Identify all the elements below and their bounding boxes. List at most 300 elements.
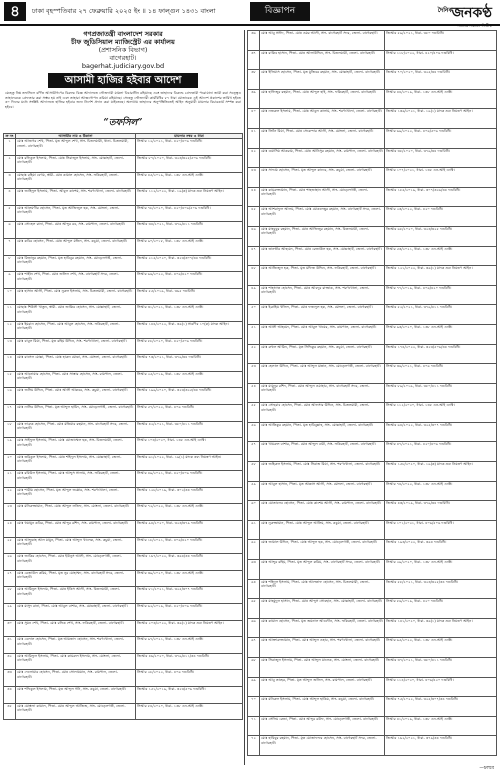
table-row [4, 172, 243, 189]
table-row [248, 226, 497, 246]
serial-cell: ৬৬ [248, 618, 260, 638]
case-cell: সিআর ৭৭/২০১৯, ধারা- ৪০৬/৪২০ দণ্ডবিধি। [385, 285, 497, 305]
case-cell: জিআর ২০৩/২০২২, ধারা- ৩৬(১) মাদক দ্রব্য নিয়ন্ত্রণ আইন। [136, 620, 243, 637]
table-row [248, 736, 497, 756]
case-cell: জিআর ৭০/২০২০, ধারা- ৩২৫/৩৪ দণ্ডবিধি। [385, 70, 497, 90]
table-row [248, 697, 497, 717]
table-row [248, 501, 497, 521]
case-cell: জিআর ৬১/২০২২, ধারা- ১৯(১) মাদক দ্রব্য নিয়ন্ত্রণ আইন। [136, 454, 243, 471]
serial-cell: ৩০ [4, 620, 16, 637]
table-row [4, 305, 243, 322]
case-cell: সিআর ৪৫/২০১৯, ধারা- ১৩৮ এন.আই এ্যাক্ট। [136, 172, 243, 189]
table-row [4, 371, 243, 388]
name-cell: মোঃ নাসির উদ্দিন, পিতা- মৃত আব্দুল হামিদ, সাং- মোড়েলগঞ্জ, জেলা- বাগেরহাট। [16, 404, 136, 421]
table-row [4, 438, 243, 455]
serial-cell: ১১ [4, 305, 16, 322]
logo-tagline: সত্যের সন্ধানে নির্ভীক [457, 23, 492, 28]
table-row [4, 338, 243, 355]
name-cell: মোঃ মাহবুবুর রহমান, পিতা- মোঃ আজিজুর রহমান, সাং- চিতলমারী, জেলা- বাগেরহাট। [260, 226, 385, 246]
case-cell: সিআর ৩৬/২০২১, ধারা- ৪০৬ দণ্ডবিধি। [385, 364, 497, 384]
table-row [248, 246, 497, 266]
name-cell: মোঃ নুরুজ্জামান, পিতা- মোঃ আব্দুল আলিম, সাং- কচুয়া, জেলা- বাগেরহাট। [260, 520, 385, 540]
name-cell: মোঃ জহিরুল ইসলাম, পিতা- মোঃ সিরাজ মিয়া, সাং- শরণখোলা, জেলা- বাগেরহাট। [260, 462, 385, 482]
case-cell: সিআর ২৯/২০২০, ধারা- ১৩৮ এন.আই এ্যাক্ট। [385, 560, 497, 580]
table-row [248, 462, 497, 482]
serial-cell: ১ [4, 139, 16, 156]
case-cell: জিআর ১৭৪/২০২২, ধারা- ৩২৩/৫০৬/৩৪ দণ্ডবিধি। [385, 344, 497, 364]
column-divider [244, 30, 245, 765]
serial-cell: ৪৬ [248, 226, 260, 246]
name-cell: মোঃ হাফিজুর রহমান, পিতা- মোঃ আব্দুল হাই, সাং- ফকিরহাট, জেলা- বাগেরহাট। [260, 89, 385, 109]
table-row [248, 305, 497, 325]
name-cell: মোঃ সোহেল রানা, পিতা- মোঃ আব্দুর রব, সাং- রামপাল, জেলা- বাগেরহাট। [16, 222, 136, 239]
serial-cell: ৪ [4, 189, 16, 206]
right-table-body [248, 31, 497, 756]
table-row [4, 139, 243, 156]
case-cell: সিআর ১০১/২০২১, ধারা- ৪০৬/৫০৬ দণ্ডবিধি। [385, 520, 497, 540]
name-cell: মোঃ মামুনুর রশিদ, পিতা- মোঃ আব্দুল ওয়াহাব, সাং- বাগেরহাট সদর, জেলা- বাগেরহাট। [260, 383, 385, 403]
schedule-title: “তফসিল” [103, 118, 143, 128]
name-cell: মোঃ ইব্রাহিম খলিল, পিতা- মোঃ ফজলুল হক, সাং- মোংলা, জেলা- বাগেরহাট। [260, 305, 385, 325]
table-row [4, 189, 243, 206]
serial-cell: ৪৭ [248, 246, 260, 266]
serial-cell: ১৭ [4, 404, 16, 421]
table-row [4, 521, 243, 538]
name-cell: মোঃ সাইফুল ইসলাম, পিতা- মোঃ মোজাম্মেল হক, সাং- চিতলমারী, জেলা- বাগেরহাট। [16, 438, 136, 455]
serial-cell: ৪৪ [248, 187, 260, 207]
table-row [248, 540, 497, 560]
serial-cell: ৬৯ [248, 677, 260, 697]
table-row [4, 620, 243, 637]
name-cell: মোঃ শহিদুল ইসলাম, পিতা- মোঃ আলতাফ হোসেন, সাং- চিতলমারী, জেলা- বাগেরহাট। [260, 579, 385, 599]
col-serial-header: ক্র নং [4, 134, 16, 139]
case-cell: জিআর ২১৫/২০২০, ধারা- ৩২৩/৩০৭/৩৪ দণ্ডবিধি। [136, 255, 243, 272]
case-cell: সিআর ২৩/২০২২, ধারা- ৪২০ দণ্ডবিধি। [385, 207, 497, 227]
name-cell: মোঃ কামাল হোসেন, পিতা- মৃত জয়নাল আবেদীন, সাং- ফকিরহাট, জেলা- বাগেরহাট। [260, 618, 385, 638]
name-cell: মোঃ হুমায়ুন কবির, পিতা- মোঃ আব্দুর রশিদ, সাং- রামপাল, জেলা- বাগেরহাট। [16, 521, 136, 538]
name-cell: মোঃ ইমরান হোসেন, পিতা- মোঃ আবুল হোসেন, সাং- ফকিরহাট, জেলা- বাগেরহাট। [16, 321, 136, 338]
serial-cell: ১৯ [4, 438, 16, 455]
table-row [4, 670, 243, 687]
col-case-header: মামলার নম্বর ও ধারা [136, 134, 243, 139]
case-cell: সিআর ৮৮/২০২০, ধারা- ৪২০/৫০৬ দণ্ডবিধি। [136, 338, 243, 355]
case-cell: জিআর ১৪৪/২০২২, ধারা- ৩৬(১) সারণির ১০(ক) মাদক আইন। [136, 321, 243, 338]
case-cell: সিআর ৬৫/২০২২, ধারা- ১৩৮ এন.আই এ্যাক্ট। [385, 638, 497, 658]
name-cell: মোঃ মোতালেব হোসেন, পিতা- মোঃ কাশেম আলী, সাং- রামপাল, জেলা- বাগেরহাট। [260, 501, 385, 521]
case-cell: জিআর ৮৯/২০১৯, ধারা- ৩৮০/৪১১ দণ্ডবিধি। [385, 383, 497, 403]
case-cell: জিআর ১৯৯/২০২০, ধারা- ৩২৩/৩২৫/৩৪ দণ্ডবিধি। [136, 388, 243, 405]
table-row [248, 579, 497, 599]
serial-cell: ৭ [4, 238, 16, 255]
name-cell: মোঃ সাদ্দাম হোসেন, পিতা- মৃত আব্দুল কাদের, সাং- কচুয়া, জেলা- বাগেরহাট। [260, 168, 385, 188]
date-line: ঢাকা বৃহস্পতিবার ২৭ ফেব্রুয়ারি ২০২৫ ইং ॥ ১৪ ফাল্গুন ১৪৩১ বাংলা [32, 7, 216, 15]
serial-cell: ৩২ [4, 653, 16, 670]
name-cell: মোঃ আমিনুল ইসলাম, পিতা- মোঃ ইদ্রিস আলী, সাং- চিতলমারী, জেলা- বাগেরহাট। [16, 587, 136, 604]
case-cell: জিআর ৩৪/২০২১, ধারা- ৩৭৯/৪১১ দণ্ডবিধি। [136, 222, 243, 239]
table-row [4, 321, 243, 338]
table-row [248, 128, 497, 148]
case-cell: জিআর ১৬২/২০২১, ধারা- ৩৭৯/৩৪ দণ্ডবিধি। [385, 736, 497, 756]
serial-cell: ৩৩ [4, 670, 16, 687]
name-cell: মোঃ ফারুক হোসেন, পিতা- মোঃ মতিয়ার রহমান, সাং- বাগেরহাট সদর, জেলা- বাগেরহাট। [16, 421, 136, 438]
table-row [248, 677, 497, 697]
name-cell: মোঃ আরিফুল ইসলাম, পিতা- মোঃ কামরুল ইসলাম, সাং- মোংলা, জেলা- বাগেরহাট। [16, 653, 136, 670]
name-cell: মোঃ শামীম হোসেন, পিতা- মৃত আব্দুল জব্বার, সাং- শরণখোলা, জেলা- বাগেরহাট। [16, 487, 136, 504]
case-cell: সিআর ৭৪/২০২২, ধারা- ১৩৮ এন.আই এ্যাক্ট। [385, 481, 497, 501]
table-row [4, 587, 243, 604]
serial-cell: ৬৭ [248, 638, 260, 658]
table-row [4, 487, 243, 504]
table-row [4, 471, 243, 488]
name-cell: মোঃ লিটন মিয়া, পিতা- মোঃ সেকেন্দার আলী, সাং- মোংলা, জেলা- বাগেরহাট। [260, 128, 385, 148]
case-cell: জিআর ৪৬/২০২০, ধারা- ৩৭৯/৪১১/৩৪ দণ্ডবিধি। [136, 653, 243, 670]
case-cell: জিআর ৭৩/২০২১, ধারা- ৩৭৯/৩৪ দণ্ডবিধি। [136, 355, 243, 372]
serial-cell: ১৩ [4, 338, 16, 355]
name-cell: মোঃ আজগর শেখ, পিতা- মৃত আব্দুল শেখ, সাং- চিতলমারী, থানা- চিতলমারী, জেলা- বাগেরহাট। [16, 139, 136, 156]
name-cell: মোঃ আনোয়ার হোসেন, পিতা- মোঃ সাত্তার হোসেন, সাং- রামপাল, জেলা- বাগেরহাট। [16, 371, 136, 388]
case-cell: জিআর ৫৯/২০২১, ধারা- ৩৮০ দণ্ডবিধি। [385, 31, 497, 51]
case-cell: জিআর ১১২/২০২২, ধারা- ১৯(ক) মাদক দ্রব্য নিয়ন্ত্রণ আইন। [136, 189, 243, 206]
table-row [248, 187, 497, 207]
table-row [248, 442, 497, 462]
case-cell: জিআর ৬৮/২০২০, ধারা- ৩২৩/৩২৫ দণ্ডবিধি। [385, 226, 497, 246]
table-row [4, 255, 243, 272]
table-row [4, 272, 243, 289]
serial-cell: ২৪ [4, 521, 16, 538]
serial-cell: ৩৭ [248, 50, 260, 70]
case-cell: সিআর ৬২/২০১৯, ধারা- ৪২০/৪০৬ দণ্ডবিধি। [136, 604, 243, 621]
name-cell: মোঃ রেজাউল করিম, পিতা- মৃত নূর মোহাম্মদ, সাং- বাগেরহাট সদর, জেলা- বাগেরহাট। [16, 570, 136, 587]
left-table-body [4, 139, 243, 720]
name-cell: মোঃ আক্তারুজ্জামান, পিতা- মোঃ আব্দুল ওহাব, সাং- শরণখোলা, জেলা- বাগেরহাট। [260, 638, 385, 658]
case-cell: সিআর ৯৩/২০২০, ধারা- ১৩৮ এন.আই এ্যাক্ট। [385, 324, 497, 344]
website-line: bagerhat.judiciary.gov.bd [81, 62, 165, 70]
table-row [248, 520, 497, 540]
serial-cell: ৯ [4, 272, 16, 289]
name-cell: মোঃ রফিকুল ইসলাম, পিতা- মোঃ সিরাজুল ইসলাম, সাং- মোল্লাহাট, জেলা- বাগেরহাট। [16, 156, 136, 173]
right-column [247, 30, 497, 765]
page-header [0, 0, 500, 26]
name-cell: মোঃ নজরুল ইসলাম, পিতা- মোঃ আবুল কালাম, সাং- শরণখোলা, জেলা- বাগেরহাট। [260, 109, 385, 129]
serial-cell: ৫ [4, 205, 16, 222]
serial-cell: ৩৯ [248, 89, 260, 109]
case-cell: সিআর ১১৮/২০২২, ধারা- ৪২০/৪০৬ দণ্ডবিধি। [385, 50, 497, 70]
table-row [4, 421, 243, 438]
left-column [3, 30, 243, 765]
table-row [248, 560, 497, 580]
name-cell: মোঃ রবিউল ইসলাম, পিতা- মোঃ আব্দুস সালাম, সাং- ফকিরহাট, জেলা- বাগেরহাট। [16, 471, 136, 488]
serial-cell: ৩৮ [248, 70, 260, 90]
case-cell: সিআর ১৮/২০২১, ধারা- ৪০৬/৪২০ দণ্ডবিধি। [136, 537, 243, 554]
serial-cell: ৪১ [248, 128, 260, 148]
case-cell: জিআর ১২৮/২০১৯, ধারা- ৩০২/৩৪ দণ্ডবিধি। [136, 487, 243, 504]
name-cell: মোঃ হাবিবুর রহমান, পিতা- মৃত মোজাফফর হোসেন, সাং- বাগেরহাট সদর, জেলা- বাগেরহাট। [260, 736, 385, 756]
serial-cell: ২২ [4, 487, 16, 504]
page-number: ৪ [4, 2, 26, 21]
serial-cell: ৩৬ [248, 31, 260, 51]
case-cell: জিআর ৮৭/২০২০, ধারা- ৩২৩/৩২৫/৫০৬ দণ্ডবিধি। [136, 156, 243, 173]
name-cell: মোঃ মনিরুজ্জামান, পিতা- মোঃ আব্দুল লতিফ, সাং- মোংলা, জেলা- বাগেরহাট। [16, 504, 136, 521]
serial-cell: ৪০ [248, 109, 260, 129]
name-cell: মোছাঃ শিউলী খাতুন, স্বামী- মোঃ জাকির হোসেন, সাং- মোল্লাহাট, জেলা- বাগেরহাট। [16, 305, 136, 322]
name-cell: মোঃ জাহিদুল ইসলাম, পিতা- আবুল কাশেম, সাং- শরণখোলা, জেলা- বাগেরহাট। [16, 189, 136, 206]
serial-cell: ১৪ [4, 355, 16, 372]
name-cell: মোঃ রুহুল আমিন, পিতা- মৃত সিদ্দিকুর রহমান, সাং- কচুয়া, জেলা- বাগেরহাট। [260, 344, 385, 364]
serial-cell: ২৬ [4, 554, 16, 571]
name-cell: মোঃ আবুল হাসান, পিতা- মৃত আক্কাস আলী, সাং- মোংলা, জেলা- বাগেরহাট। [260, 481, 385, 501]
serial-cell: ১০ [4, 288, 16, 305]
name-cell: মোঃ ইলিয়াস হোসেন, পিতা- মৃত মুজিবর রহমান, সাং- মোল্লাহাট, জেলা- বাগেরহাট। [260, 70, 385, 90]
table-row [4, 504, 243, 521]
name-cell: মোছাঃ রহিমা বেগম, স্বামী- মোঃ কামাল হোসেন, সাং- ফকিরহাট, জেলা- বাগেরহাট। [16, 172, 136, 189]
case-cell: জিআর ৯৪/২০২০, ধারা- ৩২৩/৩৭৯ দণ্ডবিধি। [136, 521, 243, 538]
name-cell: মোঃ আজিজুল হক, পিতা- মৃত মফিজ উদ্দিন, সাং- ফকিরহাট, জেলা- বাগেরহাট। [260, 266, 385, 286]
name-cell: মোঃ হাসান আলী, পিতা- মোঃ নুরুল ইসলাম, সাং- চিতলমারী, জেলা- বাগেরহাট। [16, 288, 136, 305]
case-cell: সিআর ৮৬/২০১৯, ধারা- ৪২০ দণ্ডবিধি। [385, 599, 497, 619]
case-cell: সিআর ৪৪/২০১৯, ধারা- ১৩৮ এন.আই এ্যাক্ট। [385, 89, 497, 109]
serial-cell: ৬ [4, 222, 16, 239]
name-cell: মোঃ কবির হোসেন, পিতা- মোঃ আব্দুল মজিদ, সাং- কচুয়া, জেলা- বাগেরহাট। [16, 238, 136, 255]
name-cell: মোঃ শাহাদাত হোসেন, পিতা- মোঃ আবদুর রাজ্জাক, সাং- শরণখোলা, জেলা- বাগেরহাট। [260, 285, 385, 305]
case-cell: জিআর ৫২/২০২১, ধারা- ৩৭৯/৪১১ দণ্ডবিধি। [385, 305, 497, 325]
serial-cell: ৪৮ [248, 266, 260, 286]
table-row [248, 285, 497, 305]
serial-cell: ৬৩ [248, 560, 260, 580]
serial-cell: ২ [4, 156, 16, 173]
case-cell: সিআর ৩১/২০২১, ধারা- ১৩৮ এন.আই এ্যাক্ট। [136, 305, 243, 322]
table-row [4, 388, 243, 405]
case-cell: সিআর ৬৬/২০২২, ধারা- ৪০৬/৪২০ দণ্ডবিধি। [136, 272, 243, 289]
case-cell: জিআর ৩৮/২০২০, ধারা- ৩৭৯/৩৪ দণ্ডবিধি। [385, 148, 497, 168]
table-row [4, 703, 243, 720]
table-row [248, 168, 497, 188]
serial-cell: ২৯ [4, 604, 16, 621]
name-cell: মোঃ জাকির হোসেন, পিতা- মোঃ ইউনুস আলী, সাং- মোড়েলগঞ্জ, জেলা- বাগেরহাট। [16, 554, 136, 571]
case-cell: জিআর ১৮৫/২০১৯, ধারা- ৩০৭/৩২৬/৩৪ দণ্ডবিধি। [385, 187, 497, 207]
table-row [248, 109, 497, 129]
name-cell: মোঃ সিরাজুল ইসলাম, পিতা- মোঃ আব্দুল মালেক, সাং- মোংলা, জেলা- বাগেরহাট। [260, 658, 385, 678]
serial-cell: ৬৮ [248, 658, 260, 678]
case-cell: জিআর ১২১/২০২২, ধারা- ৩৬(১) মাদক দ্রব্য নিয়ন্ত্রণ আইন। [385, 266, 497, 286]
case-cell: সিআর ৯৭/২০২১, ধারা- ১৩৮ এন.আই এ্যাক্ট। [136, 637, 243, 654]
serial-cell: ১৮ [4, 421, 16, 438]
name-cell: মোঃ কামরুজ্জামান, পিতা- মোঃ শাহজাহান আলী, সাং- মোড়েলগঞ্জ, জেলা- বাগেরহাট। [260, 187, 385, 207]
serial-cell: ৬০ [248, 501, 260, 521]
name-cell: মোঃ খায়রুল বাশার, পিতা- মোঃ আব্দুল বারী, সাং- ফকিরহাট, জেলা- বাগেরহাট। [260, 442, 385, 462]
serial-cell: ৬১ [248, 520, 260, 540]
serial-cell: ৩৪ [4, 687, 16, 704]
table-row [248, 70, 497, 90]
name-cell: মোঃ তরিকুল ইসলাম, পিতা- মোঃ শহিদুল ইসলাম, সাং- মোল্লাহাট, জেলা- বাগেরহাট। [16, 454, 136, 471]
case-cell: জিআর ১৬৭/২০২২, ধারা- ৩৬৪/৩৪ দণ্ডবিধি। [136, 554, 243, 571]
serial-cell: ৬৪ [248, 579, 260, 599]
continued-note: —চলবে [479, 766, 494, 771]
table-row [248, 383, 497, 403]
serial-cell: ৪৩ [248, 168, 260, 188]
serial-cell: ৫৪ [248, 383, 260, 403]
name-cell: মোঃ বেলাল হোসেন, পিতা- মৃত আমজাদ হোসেন, সাং- শরণখোলা, জেলা- বাগেরহাট। [16, 637, 136, 654]
name-cell: মোঃ শাহীন শেখ, পিতা- মোঃ জলিল শেখ, সাং- বাগেরহাট সদর, জেলা- বাগেরহাট। [16, 272, 136, 289]
serial-cell: ২৮ [4, 587, 16, 604]
name-cell: মোঃ সোহরাব হোসেন, পিতা- মোঃ আফসার উদ্দিন, সাং- চিতলমারী, জেলা- বাগেরহাট। [260, 403, 385, 423]
table-row [248, 481, 497, 501]
name-cell: মোঃ বাবুল মিয়া, পিতা- মৃত রহিম উদ্দিন, সাং- শরণখোলা, জেলা- বাগেরহাট। [16, 338, 136, 355]
case-cell: সিআর ৭৮/২০২০, ধারা- ৪২০/৪০৬/৫০৬ দণ্ডবিধি। [136, 205, 243, 222]
case-cell: সিআর ১০৩/২০২০, ধারা- ১৩৮ এন.আই এ্যাক্ট। [136, 438, 243, 455]
case-cell: জিআর ১৫১/২০১৯, ধারা- ৩২৩/৫০৬ দণ্ডবিধি। [136, 687, 243, 704]
newspaper-logo [437, 1, 492, 30]
serial-cell: ৫১ [248, 324, 260, 344]
name-cell: মোঃ ওয়াসিম আকরাম, পিতা- মোঃ আনিসুর রহমান, সাং- রামপাল, জেলা- বাগেরহাট। [260, 148, 385, 168]
office-line: চীফ জুডিসিয়াল ম্যাজিস্ট্রেট এর কার্যালয় [71, 38, 175, 46]
name-cell: মোঃ তানভীর আহমেদ, পিতা- মোঃ রেজাউল হক, সাং- মোল্লাহাট, জেলা- বাগেরহাট। [260, 246, 385, 266]
table-row [248, 403, 497, 423]
serial-cell: ৫৭ [248, 442, 260, 462]
table-row [4, 687, 243, 704]
table-row [248, 716, 497, 736]
serial-cell: ৮ [4, 255, 16, 272]
table-row [248, 50, 497, 70]
serial-cell: ৪২ [248, 148, 260, 168]
case-cell: জিআর ৩৭/২০২১, ধারা- ৩৮০/৪১১ দণ্ডবিধি। [385, 658, 497, 678]
name-cell: মোঃ রাকিব হাসান, পিতা- মোঃ আলাউদ্দিন, সাং- চিতলমারী, জেলা- বাগেরহাট। [260, 50, 385, 70]
case-cell: জিআর ৬৪/২০২২, ধারা- ৩২৫/৩০৭ দণ্ডবিধি। [385, 422, 497, 442]
table-row [4, 537, 243, 554]
name-cell: মোঃ আবু তাহের, পিতা- মৃত আব্দুল জলিল, সাং- রামপাল, জেলা- বাগেরহাট। [260, 677, 385, 697]
table-row [4, 404, 243, 421]
serial-cell: ৬৫ [248, 599, 260, 619]
serial-cell: ১৬ [4, 388, 16, 405]
name-cell: মোঃ মিজানুর রহমান, পিতা- মৃত হাবিবুর রহমান, সাং- মোড়েলগঞ্জ, জেলা- বাগেরহাট। [16, 255, 136, 272]
case-cell: জিআর ১৩৬/২০২১, ধারা- ১৯(১) মাদক দ্রব্য নিয়ন্ত্রণ আইন। [385, 109, 497, 129]
name-cell: মোঃ সেলিম রেজা, পিতা- মোঃ আব্দুর রউফ, সাং- মোড়েলগঞ্জ, জেলা- বাগেরহাট। [260, 716, 385, 736]
serial-cell: ৫৮ [248, 462, 260, 482]
case-cell: সিআর ৮৪/২০২০, ধারা- ১৩৮ এন.আই এ্যাক্ট। [136, 703, 243, 720]
serial-cell: ২৩ [4, 504, 16, 521]
table-row [4, 355, 243, 372]
table-row [248, 89, 497, 109]
case-cell: জিআর ৮১/২০২১, ধারা- ৩২৫/৩০৭ দণ্ডবিধি। [136, 587, 243, 604]
case-cell: সিআর ১১৪/২০২০, ধারা- ৪০৬/৪২০ দণ্ডবিধি। [385, 677, 497, 697]
table-row [4, 653, 243, 670]
serial-cell: ৫৬ [248, 422, 260, 442]
case-cell: সিআর ৬৯/২০২২, ধারা- ৪০৬/৫০৬ দণ্ডবিধি। [385, 128, 497, 148]
accused-table-left [3, 133, 243, 720]
case-cell: জিআর ৫৮/২০২১, ধারা- ৩২৩/৩২৫/৩৪ দণ্ডবিধি। [385, 579, 497, 599]
serial-cell: ২০ [4, 454, 16, 471]
name-cell: মোঃ দেলোয়ার হোসেন, পিতা- মোঃ সোলায়মান, সাং- রামপাল, জেলা- বাগেরহাট। [16, 670, 136, 687]
serial-cell: ২৫ [4, 537, 16, 554]
notice-intro: যেহেতু নিম্ন তফসিলে বর্ণিত আসামীগণের বিরুদ্ধে বিজ্ঞ আদালতে ফৌজদারী মামলা বিচারাধীন রহিয়াছে এবং তাহাদের বিরুদ্ধে গ্রেফতারী পরোয়ানা জারী করা সত্ত্বেও তাহাদেরকে গ্রেফতার করা সম্ভব হয় নাই এবং তাহারা আত্মগোপন করিয়া রহিয়াছে। সেহেতু ফৌজদারী কার্যবিধির ৮৭ ধারা মোতাবেক এই আদেশ প্রকাশের তারিখ হইতে ৩০ দিনের মধ্যে সংশ্লিষ্ট আদালতে হাজির হইবার জন্য নির্দেশ প্রদান করা যাইতেছে। অন্যথায় তাহাদের অনুপস্থিতিতেই আইন অনুযায়ী মামলার বিচারকার্য সম্পন্ন করা হইবে। [5, 91, 241, 109]
table-row [4, 570, 243, 587]
case-cell: জিআর ১৫৮/২০২০, ধারা- ১৯(ক) মাদক দ্রব্য নিয়ন্ত্রণ আইন। [385, 462, 497, 482]
case-cell: সিআর ৪১/২০১৯, ধারা- ১৩৮ এন.আই এ্যাক্ট। [385, 716, 497, 736]
table-row [248, 344, 497, 364]
location-line: বাগেরহাট। [109, 54, 137, 62]
name-cell: মোঃ সুমন শেখ, পিতা- মোঃ রফিক শেখ, সাং- ফকিরহাট, জেলা- বাগেরহাট। [16, 620, 136, 637]
case-cell: জিআর ১৯৩/২০২২, ধারা- ৩৬৪ দণ্ডবিধি। [385, 540, 497, 560]
name-cell: মোঃ মাহমুদুল হাসান, পিতা- মোঃ আব্দুস সোবহান, সাং- মোল্লাহাট, জেলা- বাগেরহাট। [260, 599, 385, 619]
case-cell: জিআর ৪২/২০২১, ধারা- ৩৮০/৪১১ দণ্ডবিধি। [136, 421, 243, 438]
name-cell: মোঃ আতিকুর রহমান, পিতা- মৃত হাবিবুল্লাহ, সাং- মোল্লাহাট, জেলা- বাগেরহাট। [260, 422, 385, 442]
serial-cell: ৪৯ [248, 285, 260, 305]
serial-cell: ৭২ [248, 736, 260, 756]
serial-cell: ৩৫ [4, 703, 16, 720]
name-cell: মোঃ আব্দুল্লাহ আল মামুন, পিতা- মোঃ আব্দুল খালেক, সাং- কচুয়া, জেলা- বাগেরহাট। [16, 537, 136, 554]
table-row [248, 266, 497, 286]
serial-cell: ৫৫ [248, 403, 260, 423]
table-row [248, 207, 497, 227]
serial-cell: ৬২ [248, 540, 260, 560]
name-cell: মোঃ রাসেল মোল্লা, পিতা- মোঃ হারুন মোল্লা, সাং- মোংলা, জেলা- বাগেরহাট। [16, 355, 136, 372]
serial-cell: ২১ [4, 471, 16, 488]
table-row [248, 364, 497, 384]
accused-table-right [247, 30, 497, 756]
name-cell: মোঃ জামাল উদ্দিন, পিতা- মোঃ আব্দুল হক, সাং- মোড়েলগঞ্জ, জেলা- বাগেরহাট। [260, 540, 385, 560]
table-row [4, 637, 243, 654]
logo-prefix: দৈনিক [437, 7, 453, 14]
serial-cell: ৭০ [248, 697, 260, 717]
serial-cell: ৫০ [248, 305, 260, 325]
case-cell: সিআর ১২/২০২১, ধারা- ৪২০/৪০৬ দণ্ডবিধি। [136, 139, 243, 156]
serial-cell: ৩১ [4, 637, 16, 654]
division-line: (প্রশাসনিক বিভাগ) [98, 46, 148, 54]
notice-banner: আসামী হাজির হইবার আদেশ [48, 73, 198, 88]
table-row [248, 638, 497, 658]
notice-heading [3, 30, 243, 70]
serial-cell: ৩ [4, 172, 16, 189]
case-cell: সিআর ৯০/২০১৮, ধারা- ১৩৮ এন.আই এ্যাক্ট। [136, 238, 243, 255]
case-cell: সিআর ১০৭/২০২১, ধারা- ১৩৮ এন.আই এ্যাক্ট। [385, 168, 497, 188]
name-cell: মোঃ মোস্তফা কামাল, পিতা- মোঃ আব্দুল আজিজ, সাং- মোড়েলগঞ্জ, জেলা- বাগেরহাট। [16, 703, 136, 720]
case-cell: সিআর ৪৯/২০২১, ধারা- ৪২০/৪০৬ দণ্ডবিধি। [136, 471, 243, 488]
case-cell: সিআর ২৫/২০১৯, ধারা- ১৩৮ এন.আই এ্যাক্ট। [136, 371, 243, 388]
govt-line: গণপ্রজাতন্ত্রী বাংলাদেশ সরকার [83, 30, 163, 38]
table-row [248, 31, 497, 51]
case-cell: জিআর ৭৫/২০২২, ধারা- ৩২৫/৩০৭/৩৪ দণ্ডবিধি। [385, 697, 497, 717]
serial-cell: ১২ [4, 321, 16, 338]
name-cell: মোঃ জসিম উদ্দিন, পিতা- মোঃ আলী আকবর, সাং- কচুয়া, জেলা- বাগেরহাট। [16, 388, 136, 405]
col-name-header: আসামীর নাম ও ঠিকানা [16, 134, 136, 139]
name-cell: মোঃ আব্দুর রহিম, পিতা- মৃত আব্দুল করিম, সাং- বাগেরহাট সদর, জেলা- বাগেরহাট। [260, 560, 385, 580]
name-cell: মোঃ আলী আহমেদ, পিতা- মোঃ আবুল খায়ের, সাং- রামপাল, জেলা- বাগেরহাট। [260, 324, 385, 344]
table-row [4, 222, 243, 239]
serial-cell: ১৫ [4, 371, 16, 388]
case-cell: সিআর ৪৭/২০২১, ধারা- ৪২০/৪০৬ দণ্ডবিধি। [385, 442, 497, 462]
table-row [248, 658, 497, 678]
table-row [248, 324, 497, 344]
name-cell: মোঃ মনিরুল ইসলাম, পিতা- মোঃ আব্দুল হাকিম, সাং- কচুয়া, জেলা- বাগেরহাট। [260, 697, 385, 717]
case-cell: সিআর ৫৭/২০২২, ধারা- ৪০৬ দণ্ডবিধি। [136, 404, 243, 421]
name-cell: মোঃ হেলাল উদ্দিন, পিতা- মোঃ আব্দুল মান্নান, সাং- মোড়েলগঞ্জ, জেলা- বাগেরহাট। [260, 364, 385, 384]
name-cell: মোঃ আশরাফুল আলম, পিতা- মোঃ মোকলেছুর রহমান, সাং- বাগেরহাট সদর, জেলা- বাগেরহাট। [260, 207, 385, 227]
name-cell: মোঃ মাসুদ রানা, পিতা- মোঃ আবুল বাশার, সাং- মোল্লাহাট, জেলা- বাগেরহাট। [16, 604, 136, 621]
serial-cell: ৫২ [248, 344, 260, 364]
section-label: বিজ্ঞাপন [250, 2, 310, 21]
name-cell: মোঃ শফিকুল ইসলাম, পিতা- মৃত আব্দুল গনি, সাং- কচুয়া, জেলা- বাগেরহাট। [16, 687, 136, 704]
table-row [4, 288, 243, 305]
case-cell: সিআর ১১২/২০২০, ধারা- ১৩৮ এন.আই এ্যাক্ট। [385, 403, 497, 423]
case-cell: জিআর ১৪১/২০২০, ধারা- ৩৬(১) মাদক দ্রব্য নিয়ন্ত্রণ আইন। [385, 618, 497, 638]
table-row [4, 454, 243, 471]
case-cell: সিআর ৩৯/২০২০, ধারা- ১৩৮ এন.আই এ্যাক্ট। [136, 570, 243, 587]
table-row [4, 205, 243, 222]
serial-cell: ৪৫ [248, 207, 260, 227]
serial-cell: ৫৩ [248, 364, 260, 384]
case-cell: সিআর ২৮/২০২২, ধারা- ৪০৬ দণ্ডবিধি। [136, 670, 243, 687]
name-cell: মোঃ আলমগীর হোসেন, পিতা- মৃত আজিজুল হক, সাং- মোংলা, জেলা- বাগেরহাট। [16, 205, 136, 222]
table-row [4, 156, 243, 173]
